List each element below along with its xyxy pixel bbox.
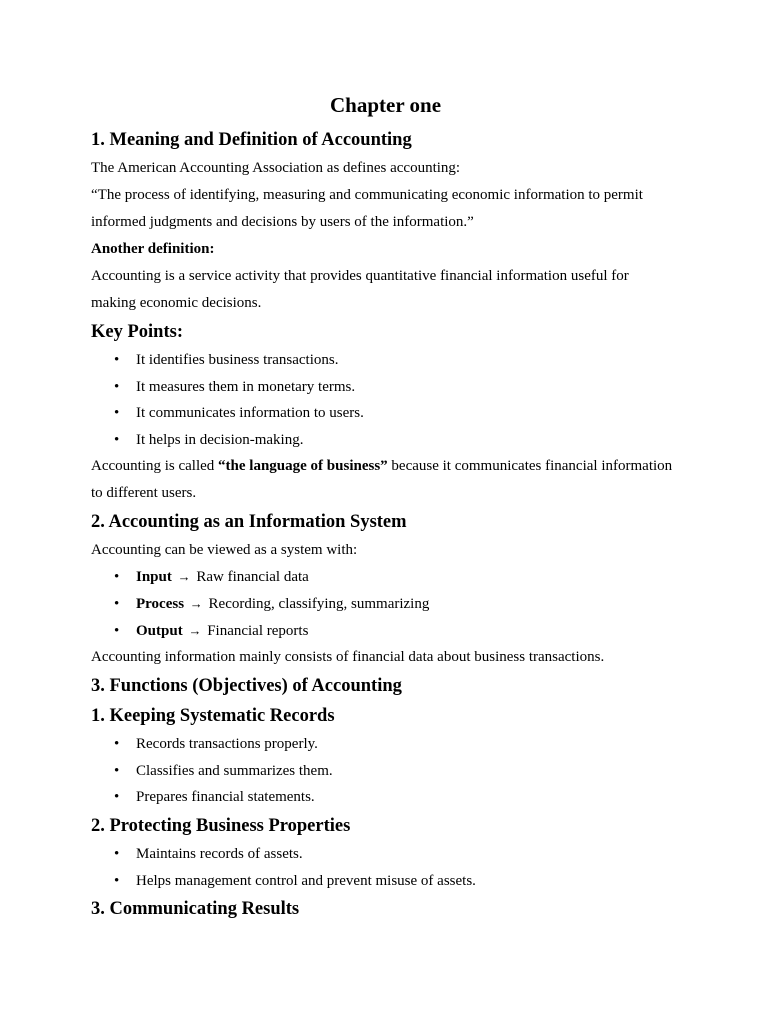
list-item: • Records transactions properly. <box>136 731 680 758</box>
definition-intro: The American Accounting Association as defines accounting: <box>91 160 461 176</box>
list-item: • Maintains records of assets. <box>136 841 680 868</box>
section-3-heading: 3. Functions (Objectives) of Accounting <box>91 676 402 697</box>
language-text-post: because it communicates financial information <box>387 458 673 475</box>
list-item: • It identifies business transactions. <box>136 347 680 374</box>
arrow-icon: → <box>177 569 191 585</box>
list-item <box>136 591 680 618</box>
subsection-2-heading: 2. Protecting Business Properties <box>91 815 351 836</box>
key-points-heading: Key Points: <box>91 322 183 342</box>
another-definition-line-1: Accounting is a service activity that provides quantitative financial information useful for <box>91 268 629 284</box>
chapter-title: Chapter one <box>329 93 442 117</box>
system-term: Process <box>136 595 185 612</box>
another-definition-line-2: making economic decisions. <box>91 295 262 311</box>
system-desc: Recording, classifying, summarizing <box>208 595 430 612</box>
list-item <box>136 564 680 591</box>
subsection-3-heading: 3. Communicating Results <box>91 899 300 920</box>
arrow-icon: → <box>188 622 202 638</box>
system-term: Input <box>136 569 172 586</box>
language-of-business-paragraph <box>91 453 680 480</box>
subsection-1-heading: 1. Keeping Systematic Records <box>91 706 335 727</box>
system-list <box>91 564 680 644</box>
list-item: • Helps management control and prevent misuse of assets. <box>136 868 680 895</box>
arrow-icon: → <box>189 595 203 611</box>
list-item <box>136 618 680 645</box>
system-closing: Accounting information mainly consists of financial data about business transactions. <box>91 649 605 666</box>
system-term: Output <box>136 622 183 639</box>
definition-quote-line-1: “The process of identifying, measuring and communicating economic information to permit <box>91 187 643 203</box>
system-intro: Accounting can be viewed as a system with: <box>91 542 358 559</box>
language-text-pre: Accounting is called <box>91 458 219 475</box>
system-desc: Raw financial data <box>196 569 309 586</box>
list-item: • It measures them in monetary terms. <box>136 374 680 401</box>
key-points-list <box>91 347 680 453</box>
section-1-heading: 1. Meaning and Definition of Accounting <box>91 130 412 150</box>
properties-list <box>91 841 680 894</box>
list-item: • It communicates information to users. <box>136 400 680 427</box>
section-2-heading: 2. Accounting as an Information System <box>91 512 407 533</box>
another-definition-label: Another definition: <box>91 241 215 257</box>
records-list <box>91 731 680 811</box>
system-desc: Financial reports <box>207 622 309 639</box>
list-item: • Prepares financial statements. <box>136 784 680 811</box>
definition-quote-line-2: informed judgments and decisions by users of the information.” <box>91 214 474 230</box>
list-item: • Classifies and summarizes them. <box>136 758 680 785</box>
language-text-bold: “the language of business” <box>218 458 388 475</box>
language-of-business-line-2: to different users. <box>91 485 197 502</box>
list-item: • It helps in decision-making. <box>136 427 680 454</box>
